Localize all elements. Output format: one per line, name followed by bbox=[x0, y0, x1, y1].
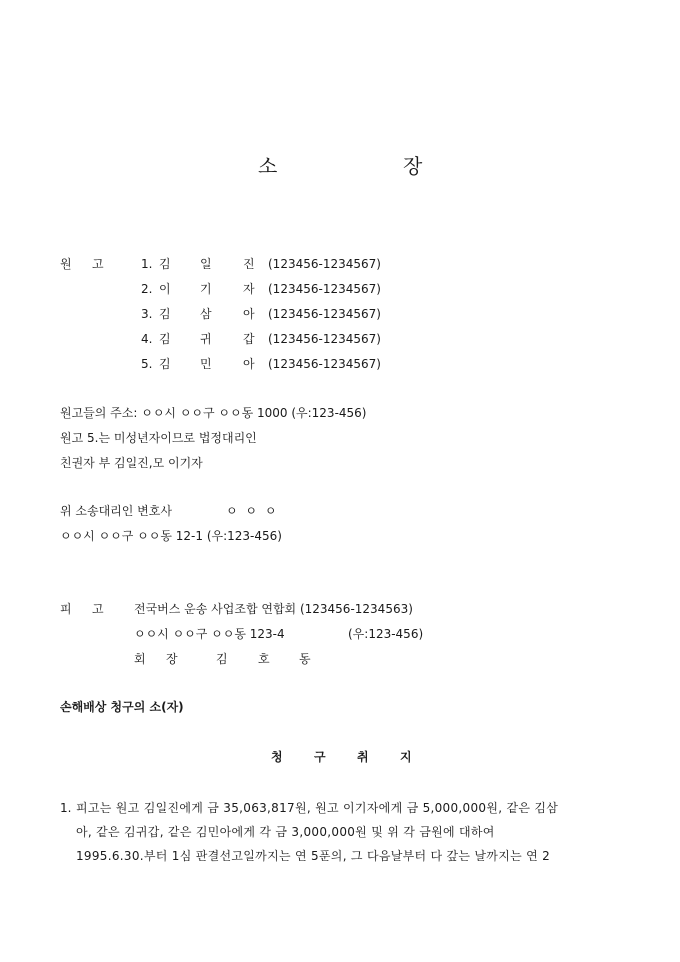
claim-text-1: 피고는 원고 김일진에게 금 35,063,817원, 원고 이기자에게 금 5,000,000원, 같은 김삼 bbox=[76, 801, 559, 815]
attorney-name-marks: ㅇ ㅇ ㅇ bbox=[226, 504, 279, 518]
claim-heading-char-4: 지 bbox=[400, 750, 412, 764]
rep-char-4: 호 bbox=[258, 652, 270, 666]
claim-number: 1. bbox=[60, 801, 72, 815]
claim-line-3 bbox=[60, 844, 636, 868]
defendant-name: 전국버스 운송 사업조합 연합회 (123456-1234563) bbox=[134, 602, 413, 616]
plaintiff-num: 5. bbox=[141, 357, 153, 371]
case-name: 손해배상 청구의 소(자) bbox=[60, 700, 184, 714]
plaintiff-name-char-1: 김 bbox=[159, 332, 171, 346]
claim-line-2 bbox=[60, 820, 636, 844]
plaintiff-name-char-3: 아 bbox=[243, 307, 255, 321]
defendant-rep-row bbox=[0, 651, 680, 669]
rep-char-2: 장 bbox=[166, 652, 178, 666]
plaintiff-label-char-1: 원 bbox=[60, 257, 72, 271]
plaintiff-name-char-1: 이 bbox=[159, 282, 171, 296]
rep-char-3: 김 bbox=[216, 652, 228, 666]
plaintiff-num: 4. bbox=[141, 332, 153, 346]
claim-text-3: 1995.6.30.부터 1심 판결선고일까지는 연 5푼의, 그 다음날부터 다 갚는 날까지는 연 2 bbox=[76, 849, 551, 863]
defendant-label-char-1: 피 bbox=[60, 602, 72, 616]
claim-heading-char-2: 구 bbox=[314, 750, 326, 764]
defendant-label-char-2: 고 bbox=[92, 602, 104, 616]
rep-char-1: 회 bbox=[134, 652, 146, 666]
claim-heading-char-3: 취 bbox=[357, 750, 369, 764]
plaintiff-row-1 bbox=[0, 256, 680, 274]
plaintiff-num: 3. bbox=[141, 307, 153, 321]
claim-heading bbox=[0, 748, 680, 768]
claim-text-2: 아, 같은 김귀갑, 같은 김민아에게 각 금 3,000,000원 및 위 각 금원에 대하여 bbox=[76, 825, 495, 839]
attorney-row bbox=[0, 503, 680, 521]
plaintiff-id: (123456-1234567) bbox=[268, 307, 381, 321]
defendant-row bbox=[0, 601, 680, 619]
defendant-zip: (우:123-456) bbox=[348, 627, 424, 641]
claim-line-1 bbox=[60, 796, 636, 820]
plaintiff-name-char-3: 진 bbox=[243, 257, 255, 271]
plaintiff-num: 2. bbox=[141, 282, 153, 296]
plaintiff-row-5 bbox=[0, 356, 680, 374]
plaintiff-id: (123456-1234567) bbox=[268, 357, 381, 371]
claim-body bbox=[60, 796, 636, 868]
plaintiff-label-char-2: 고 bbox=[92, 257, 104, 271]
plaintiff-name-char-1: 김 bbox=[159, 307, 171, 321]
plaintiff-name-char-1: 김 bbox=[159, 257, 171, 271]
plaintiff-row-2 bbox=[0, 281, 680, 299]
document-title bbox=[0, 150, 680, 180]
title-char-1: 소 bbox=[258, 154, 278, 178]
plaintiff-num: 1. bbox=[141, 257, 153, 271]
plaintiff-id: (123456-1234567) bbox=[268, 332, 381, 346]
plaintiff-name-char-1: 김 bbox=[159, 357, 171, 371]
plaintiff-id: (123456-1234567) bbox=[268, 282, 381, 296]
attorney-address: ㅇㅇ시 ㅇㅇ구 ㅇㅇ동 12-1 (우:123-456) bbox=[60, 529, 282, 543]
plaintiff-name-char-3: 아 bbox=[243, 357, 255, 371]
plaintiff-name-char-2: 삼 bbox=[200, 307, 212, 321]
minor-note: 원고 5.는 미성년자이므로 법정대리인 bbox=[60, 431, 257, 445]
attorney-label: 위 소송대리인 변호사 bbox=[60, 504, 172, 518]
plaintiff-name-char-2: 귀 bbox=[200, 332, 212, 346]
guardian-line: 친권자 부 김일진,모 이기자 bbox=[60, 456, 203, 470]
defendant-address: ㅇㅇ시 ㅇㅇ구 ㅇㅇ동 123-4 bbox=[134, 627, 285, 641]
plaintiff-name-char-3: 갑 bbox=[243, 332, 255, 346]
plaintiff-address: 원고들의 주소: ㅇㅇ시 ㅇㅇ구 ㅇㅇ동 1000 (우:123-456) bbox=[60, 406, 367, 420]
plaintiff-id: (123456-1234567) bbox=[268, 257, 381, 271]
claim-heading-char-1: 청 bbox=[271, 750, 283, 764]
plaintiff-name-char-2: 기 bbox=[200, 282, 212, 296]
title-char-2: 장 bbox=[403, 154, 423, 178]
rep-char-5: 동 bbox=[299, 652, 311, 666]
defendant-address-row bbox=[0, 626, 680, 644]
plaintiff-name-char-3: 자 bbox=[243, 282, 255, 296]
plaintiff-row-4 bbox=[0, 331, 680, 349]
plaintiff-row-3 bbox=[0, 306, 680, 324]
plaintiff-name-char-2: 일 bbox=[200, 257, 212, 271]
plaintiff-name-char-2: 민 bbox=[200, 357, 212, 371]
